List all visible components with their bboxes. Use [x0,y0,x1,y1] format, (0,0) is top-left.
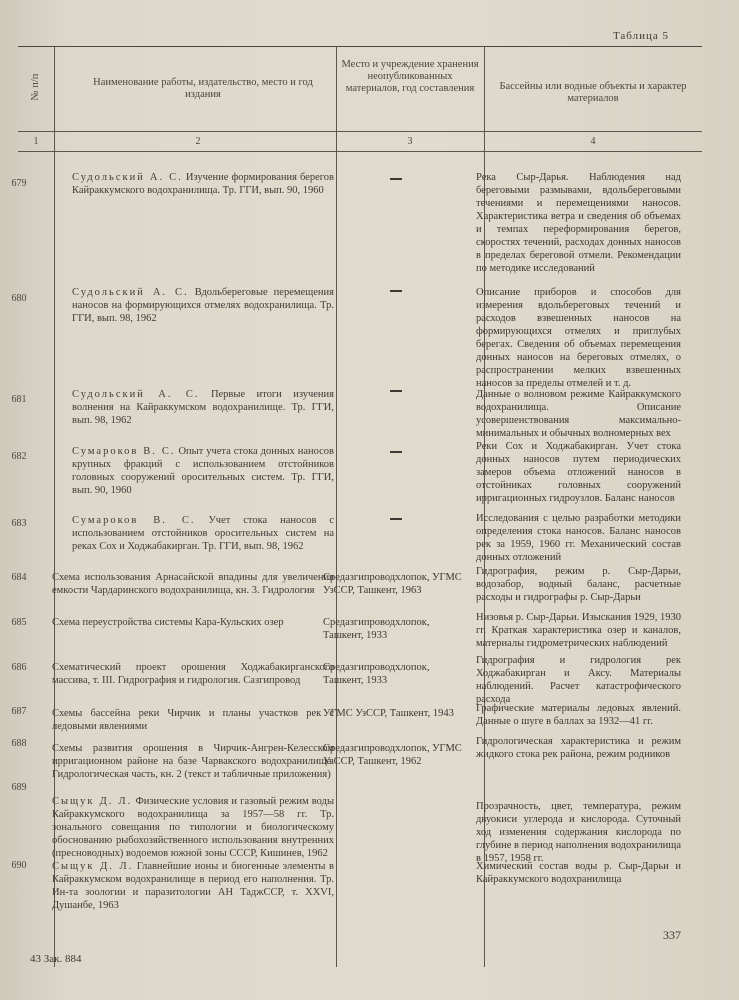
row-work: Первые итоги изучения волнения на Кайраккумском водохранилище. Тр. ГГИ, вып. 98, 1962 [72,389,335,426]
row-work: Учет стока наносов с использованием отстойников оросительных систем на реках Сох и Ходжабакирган. Тр. ГГИ, вып. 98, 1962 [72,515,334,552]
row-description: Описание приборов и способов для измерения вдольбереговых течений и расходов взвешенных наносов на формирующихся отмелях и приглубых берегах. Сведения об объемах перемещения донных наносов на береговых отмелях, о распространении мелких взвешенных наносов за пределы отмелей и т. д. [476,287,681,389]
row-storage: Средазгипроводхлопок, УГМС УзССР, Ташкент, 1962 [323,743,462,767]
row-description: Гидрологическая характеристика и режим жидкого стока рек района, режим родников [476,736,681,760]
row-author: Сумароков В. С. [72,515,196,526]
table-caption: Таблица 5 [612,30,669,42]
row-title [52,795,334,860]
row-description: Реки Сох и Ходжабакирган. Учет стока донных наносов путем периодических замеров объема отложений наносов в отстойниках головных сооружений ирригационных гидроузлов. Баланс наносов [476,441,681,504]
row-title [52,860,334,912]
row-work: Вдольбереговые перемещения наносов на формирующихся отмелях водохранилища. Тр. ГГИ, вып. 98, 1962 [72,287,334,324]
header-description: Бассейны или водные объекты и характер материалов [499,81,687,105]
row-work: Опыт учета стока донных наносов крупных фракций с использованием отстойников головных сооружений оросительных систем. Тр. ГГИ, вып. 90, 1960 [72,446,335,496]
row-storage [390,390,402,392]
row-work: Физические условия и газовый режим воды Кайраккумского водохранилища за 1957—58 гг. Тр. зонального совещания по типологии и биологическому обоснованию рыбохозяйственного использования внутренних (пресноводных) водоемов южной зоны СССР, Кишинев, 1962 [52,796,335,859]
row-author: Сумароков В. С. [72,446,176,457]
row-storage [390,290,402,292]
header-number: № п/п [29,73,41,101]
row-title [72,445,334,497]
row-work: Изучение формирования берегов Кайраккумского водохранилища. Тр. ГГИ, вып. 90, 1960 [72,172,334,196]
row-author: Судольский А. С. [72,389,200,400]
column-number: 4 [590,136,596,147]
header-rule [18,131,702,132]
column-number: 1 [33,136,39,147]
row-storage [390,518,402,520]
column-number-rule [18,151,702,152]
row-description: Гидрография и гидрология рек Ходжабакирган и Аксу. Материалы наблюдений. Расчет катастрофического расхода [476,655,681,705]
row-storage: Средазгипроводхлопок, Ташкент, 1933 [323,617,430,641]
header-title: Наименование работы, издательство, место и год издания [93,77,313,101]
row-author: Судольский А. С. [72,172,183,183]
row-description: Река Сыр-Дарья. Наблюдения над береговыми размывами, вдольбереговыми течениями и перемещениями наносов. Характеристика ветра и сведения об объемах и темпах переформирования берегов, скоростях течений, расходах донных наносов в пределах береговой отмели. Рекомендации по методике исследований [476,172,681,274]
row-number: 686 [11,662,27,673]
row-description: Химический состав воды р. Сыр-Дарьи и Кайраккумского водохранилища [476,861,681,885]
row-number: 681 [11,394,27,405]
page-number: 337 [663,928,681,942]
row-storage: Средазгипроводхлопок, УГМС УзССР, Ташкент, 1963 [323,572,462,596]
row-number: 683 [11,518,27,529]
row-work: Главнейшие ионы и биогенные элементы в Кайраккумском водохранилище в период его наполнения. Тр. Ин-та зоологии и паразитологии АН ТаджССР, т. XXVI, Душанбе, 1963 [52,861,335,911]
signature-mark: 43 Зак. 884 [30,953,82,965]
row-number: 685 [11,617,27,628]
row-title [72,286,334,325]
row-title [72,171,334,197]
row-description: Прозрачность, цвет, температура, режим двуокиси углерода и кислорода. Суточный ход изменения содержания кислорода по глубине в период наполнения водохранилища в 1957, 1958 гг. [476,801,681,864]
row-storage: Средазгипроводхлопок, Ташкент, 1933 [323,662,430,686]
row-author: Сыщук Д. Л. [52,796,133,807]
row-number: 690 [11,860,27,871]
header-storage: Место и учреждение хранения неопубликованных материалов, год составления [341,59,479,95]
row-storage: УГМС УзССР, Ташкент, 1943 [323,708,454,719]
row-description: Гидрография, режим р. Сыр-Дарьи, водозабор, водный баланс, расчетные расходы и гидрографы р. Сыр-Дарьи [476,566,681,603]
row-number: 679 [11,178,27,189]
row-title: Схема использования Арнасайской впадины для увеличения емкости Чардаринского водохранилища, кн. 3. Гидрология [52,572,334,596]
row-number: 687 [11,706,27,717]
row-description: Графические материалы ледовых явлений. Данные о шуге в баллах за 1932—41 гг. [476,703,681,727]
row-title [72,388,334,427]
row-author: Сыщук Д. Л. [52,861,134,872]
row-number: 689 [11,782,27,793]
row-description: Исследования с целью разработки методики определения стока наносов. Баланс наносов рек за 1959, 1960 гг. Механический состав донных отложений [476,513,681,563]
row-description: Низовья р. Сыр-Дарьи. Изыскания 1929, 1930 гг. Краткая характеристика озер и каналов, материалы гидрометрических наблюдений [476,612,681,649]
row-title [72,514,334,553]
row-title: Схематический проект орошения Ходжабакирганского массива, т. III. Гидрография и гидрология. Сазгипровод [52,662,334,686]
row-author: Судольский А. С. [72,287,189,298]
column-divider [336,47,337,967]
row-storage [390,178,402,180]
column-number: 3 [407,136,413,147]
row-number: 680 [11,293,27,304]
row-number: 684 [11,572,27,583]
row-number: 688 [11,738,27,749]
row-title: Схемы бассейна реки Чирчик и планы участков рек с ледовыми явлениями [52,708,334,732]
row-description: Данные о волновом режиме Кайраккумского водохранилища. Описание усовершенствования максимально-минимальных и обычных волномерных вех [476,389,681,439]
row-storage [390,451,402,453]
row-title: Схема переустройства системы Кара-Кульских озер [52,617,284,628]
row-title: Схемы развития орошения в Чирчик-Ангрен-Келесском ирригационном районе на базе Чарвакского водохранилища. Гидрологическая часть, кн. 2 (текст и табличные приложения) [52,743,334,780]
column-number: 2 [195,136,201,147]
row-number: 682 [11,451,27,462]
